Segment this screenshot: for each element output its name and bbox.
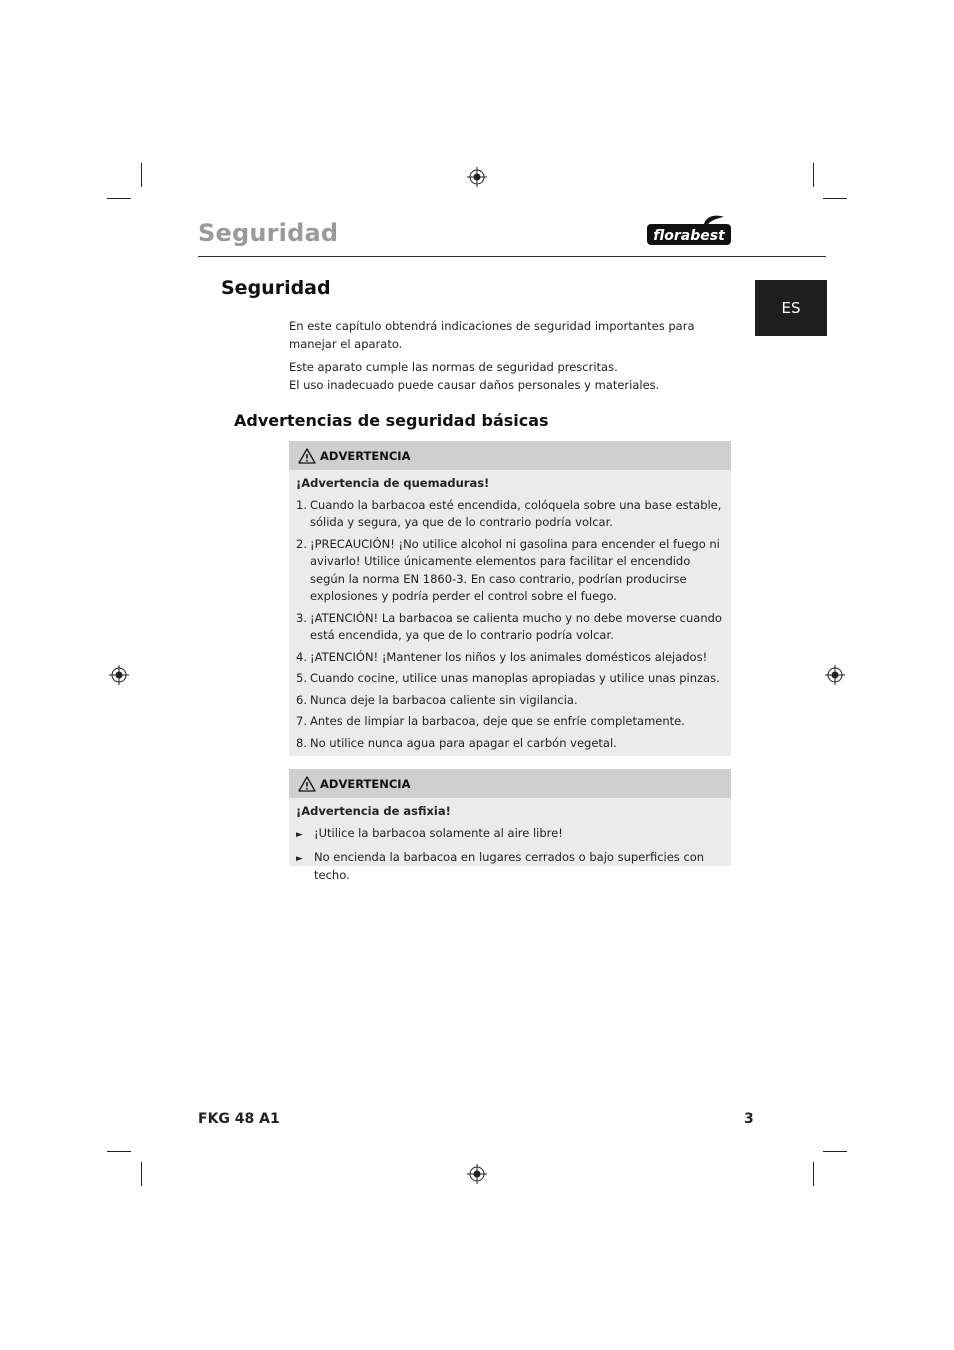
section-title: Seguridad — [221, 277, 331, 299]
subsection-title: Advertencias de seguridad básicas — [234, 411, 549, 430]
language-tab — [755, 280, 827, 336]
registration-mark-icon — [467, 1164, 487, 1184]
list-item: 7. Antes de limpiar la barbacoa, deje que se enfríe completamente. — [296, 714, 685, 728]
list-item: 3. ¡ATENCIÓN! La barbacoa se calienta mucho y no debe moverse cuando está encendida, ya que de lo contrario podría volcar. — [296, 610, 722, 642]
warning-label: ADVERTENCIA — [320, 776, 411, 791]
warning-header — [289, 441, 731, 470]
list-item: 6. Nunca deje la barbacoa caliente sin vigilancia. — [296, 692, 578, 707]
warning-list — [296, 825, 723, 885]
list-item: 5. Cuando cocine, utilice unas manoplas apropiadas y utilice unas pinzas. — [296, 671, 720, 685]
list-item: ► ¡Utilice la barbacoa solamente al aire libre! — [296, 825, 723, 845]
list-item: ► No encienda la barbacoa en lugares cerrados o bajo superficies con techo. — [296, 849, 723, 884]
page-number: 3 — [744, 1111, 754, 1127]
warning-triangle-icon — [298, 448, 316, 464]
warning-label: ADVERTENCIA — [320, 448, 411, 463]
language-code: ES — [781, 299, 801, 317]
list-item: 1. Cuando la barbacoa esté encendida, colóquela sobre una base estable, sólida y segura, ya que de lo contrario podría volcar. — [296, 497, 722, 529]
svg-text:florabest: florabest — [653, 228, 725, 244]
warning-subtitle: ¡Advertencia de quemaduras! — [296, 476, 490, 490]
arrow-bullet-icon: ► — [296, 829, 303, 840]
warning-box-burns — [289, 441, 731, 756]
warning-box-asphyxia — [289, 769, 731, 882]
warning-triangle-icon — [298, 776, 316, 792]
header-divider — [198, 256, 826, 257]
intro-paragraph: El uso inadecuado puede causar daños personales y materiales. — [289, 377, 660, 392]
intro-paragraph: En este capítulo obtendrá indicaciones de seguridad importantes para manejar el aparato. — [289, 319, 695, 351]
list-item: 4. ¡ATENCIÓN! ¡Mantener los niños y los animales domésticos alejados! — [296, 649, 708, 664]
page-header-title: Seguridad — [198, 219, 339, 247]
list-item: 8. No utilice nunca agua para apagar el carbón vegetal. — [296, 735, 617, 750]
florabest-logo — [646, 214, 732, 246]
intro-text — [289, 318, 729, 400]
warning-subtitle: ¡Advertencia de asfixia! — [296, 804, 451, 818]
intro-paragraph: Este aparato cumple las normas de seguridad prescritas. — [289, 360, 618, 374]
list-item: 2. ¡PRECAUCIÓN! ¡No utilice alcohol ni gasolina para encender el fuego ni avivarlo! Utilice únicamente elementos para facilitar el encendido según la norma EN 1860-3. En caso contrario, podrían producirse explosiones y podría perder el control sobre el fuego. — [296, 536, 720, 603]
warning-list — [296, 497, 723, 753]
footer-model-number: FKG 48 A1 — [198, 1111, 280, 1127]
warning-header — [289, 769, 731, 798]
registration-mark-icon — [109, 665, 129, 685]
registration-mark-icon — [825, 665, 845, 685]
arrow-bullet-icon: ► — [296, 854, 303, 864]
registration-mark-icon — [467, 167, 487, 187]
